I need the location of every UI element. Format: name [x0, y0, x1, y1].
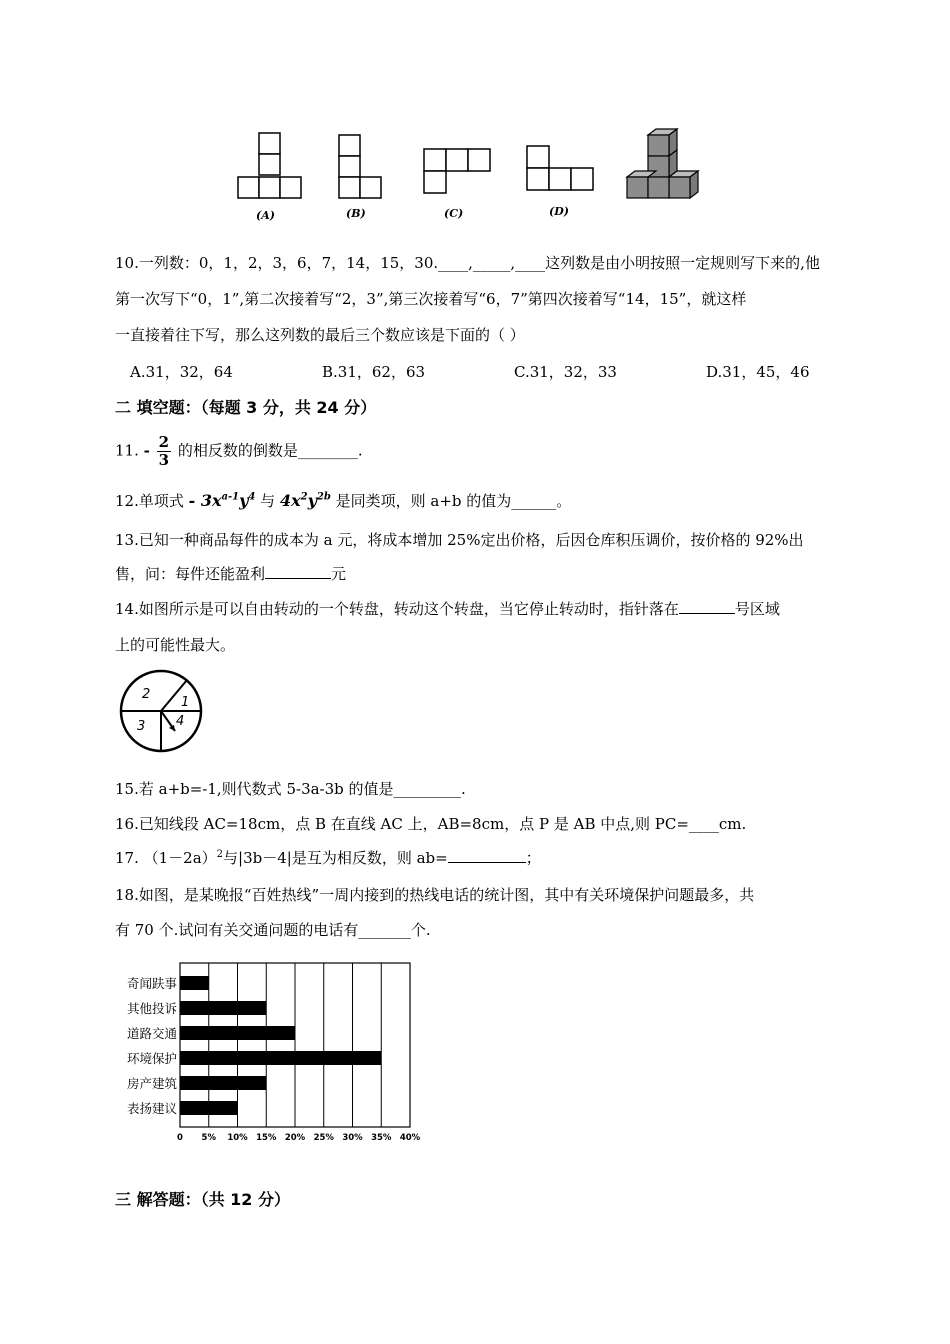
q10-option-a: A.31，32，64 [130, 363, 233, 381]
q11-sign: - [143, 441, 150, 460]
q12-joiner: 与 [260, 492, 276, 510]
q12-term1: - $3x^{a-1}y^4$ [188, 491, 256, 510]
caption-d: (D) [549, 205, 569, 218]
spinner-label-2: 2 [142, 687, 151, 702]
spinner-label-3: 3 [137, 719, 146, 734]
caption-b: (B) [346, 207, 366, 220]
chart-category-label: 道路交通 [126, 1026, 177, 1041]
spinner-label-1: 1 [181, 695, 190, 710]
chart-category-label: 其他投诉 [126, 1001, 177, 1016]
spinner-svg [118, 668, 208, 758]
section-3-title: 三 解答题：（共 12 分） [115, 1190, 290, 1209]
chart-bar [180, 1026, 295, 1040]
q16: 16.已知线段 AC=18cm，点 B 在直线 AC 上，AB=8cm，点 P 是 AB 中点,则 PC=____cm. [115, 815, 747, 833]
q14-line2: 上的可能性最大。 [115, 636, 236, 654]
chart-tick-label: 0 [177, 1133, 183, 1143]
chart-bar [180, 1051, 381, 1065]
q10-option-d: D.31，45，46 [706, 363, 810, 381]
q11-fraction [157, 434, 171, 469]
chart-tick-label: 30% [342, 1133, 363, 1143]
chart-tick-label: 20% [284, 1133, 306, 1143]
hotline-chart-svg [115, 955, 445, 1145]
q13-line1: 13.已知一种商品每件的成本为 a 元，将成本增加 25%定出价格，后因仓库积压调价，按价格的 92%出 [115, 531, 804, 549]
q11-prefix: 11. [115, 441, 139, 460]
chart-category-label: 奇闻趺事 [126, 976, 177, 991]
q10-option-c: C.31，32，33 [514, 363, 617, 381]
q12-prefix: 12.单项式 [115, 492, 184, 510]
caption-a: (A) [256, 209, 275, 222]
chart-category-label: 表扬建议 [126, 1101, 177, 1116]
q11-numerator: 2 [158, 433, 170, 451]
q10-line2: 第一次写下“0，1”,第二次接着写“2，3”,第三次接着写“6，7”第四次接着写“14，15”，就这样 [115, 290, 747, 308]
q12-suffix: 是同类项，则 a+b 的值为______。 [335, 492, 572, 510]
section-2-title: 二 填空题：（每题 3 分，共 24 分） [115, 398, 377, 417]
cube-bottom-center [648, 177, 669, 198]
q17: 17. $(1-2a)^2$与|3b－4|是互为相反数，则 ab= ； [115, 849, 541, 867]
q14-line1: 14.如图所示是可以自由转动的一个转盘，转动这个转盘，当它停止转动时，指针落在 号区域 [115, 600, 780, 618]
chart-bar [180, 1076, 266, 1090]
q9-figures [225, 125, 715, 225]
q10-line1: 10.一列数：0，1，2，3，6，7，14，15，30.____,_____,____这列数是由小明按照一定规则写下来的,他 [115, 254, 820, 272]
q15: 15.若 a+b=-1,则代数式 5-3a-3b 的值是_________. [115, 780, 466, 798]
chart-tick-label: 15% [256, 1133, 277, 1143]
q18-line2: 有 70 个.试问有关交通问题的电话有_______个. [115, 921, 431, 939]
q11 [115, 434, 363, 469]
q12-term2: $4x^2y^{2b}$ [279, 491, 331, 510]
chart-bar [180, 1101, 238, 1115]
q11-suffix: 的相反数的倒数是________. [177, 441, 363, 460]
chart-tick-label: 25% [313, 1133, 334, 1143]
cube-top [648, 129, 677, 156]
chart-bar [180, 976, 209, 990]
chart-tick-label: 35% [371, 1133, 392, 1143]
chart-tick-label: 40% [399, 1133, 421, 1143]
spinner-label-4: 4 [176, 714, 185, 729]
spinner [118, 668, 208, 758]
q10-option-b: B.31，62，63 [322, 363, 426, 381]
chart-category-label: 房产建筑 [126, 1076, 177, 1091]
q11-denominator: 3 [158, 451, 170, 469]
q10-line3: 一直接着往下写，那么这列数的最后三个数应该是下面的（ ） [115, 326, 525, 344]
hotline-chart [115, 955, 445, 1145]
chart-bar [180, 1001, 266, 1015]
chart-tick-label: 5% [201, 1133, 216, 1143]
chart-tick-label: 10% [227, 1133, 248, 1143]
cube-right [669, 171, 698, 198]
q13-line2: 售，问：每件还能盈利 元 [115, 565, 347, 583]
q18-line1: 18.如图，是某晚报“百姓热线”一周内接到的热线电话的统计图，其中有关环境保护问题最多，共 [115, 886, 755, 904]
caption-c: (C) [444, 207, 464, 220]
q12 [115, 490, 571, 511]
chart-category-label: 环境保护 [126, 1051, 177, 1066]
q9-figures-svg [225, 125, 715, 225]
